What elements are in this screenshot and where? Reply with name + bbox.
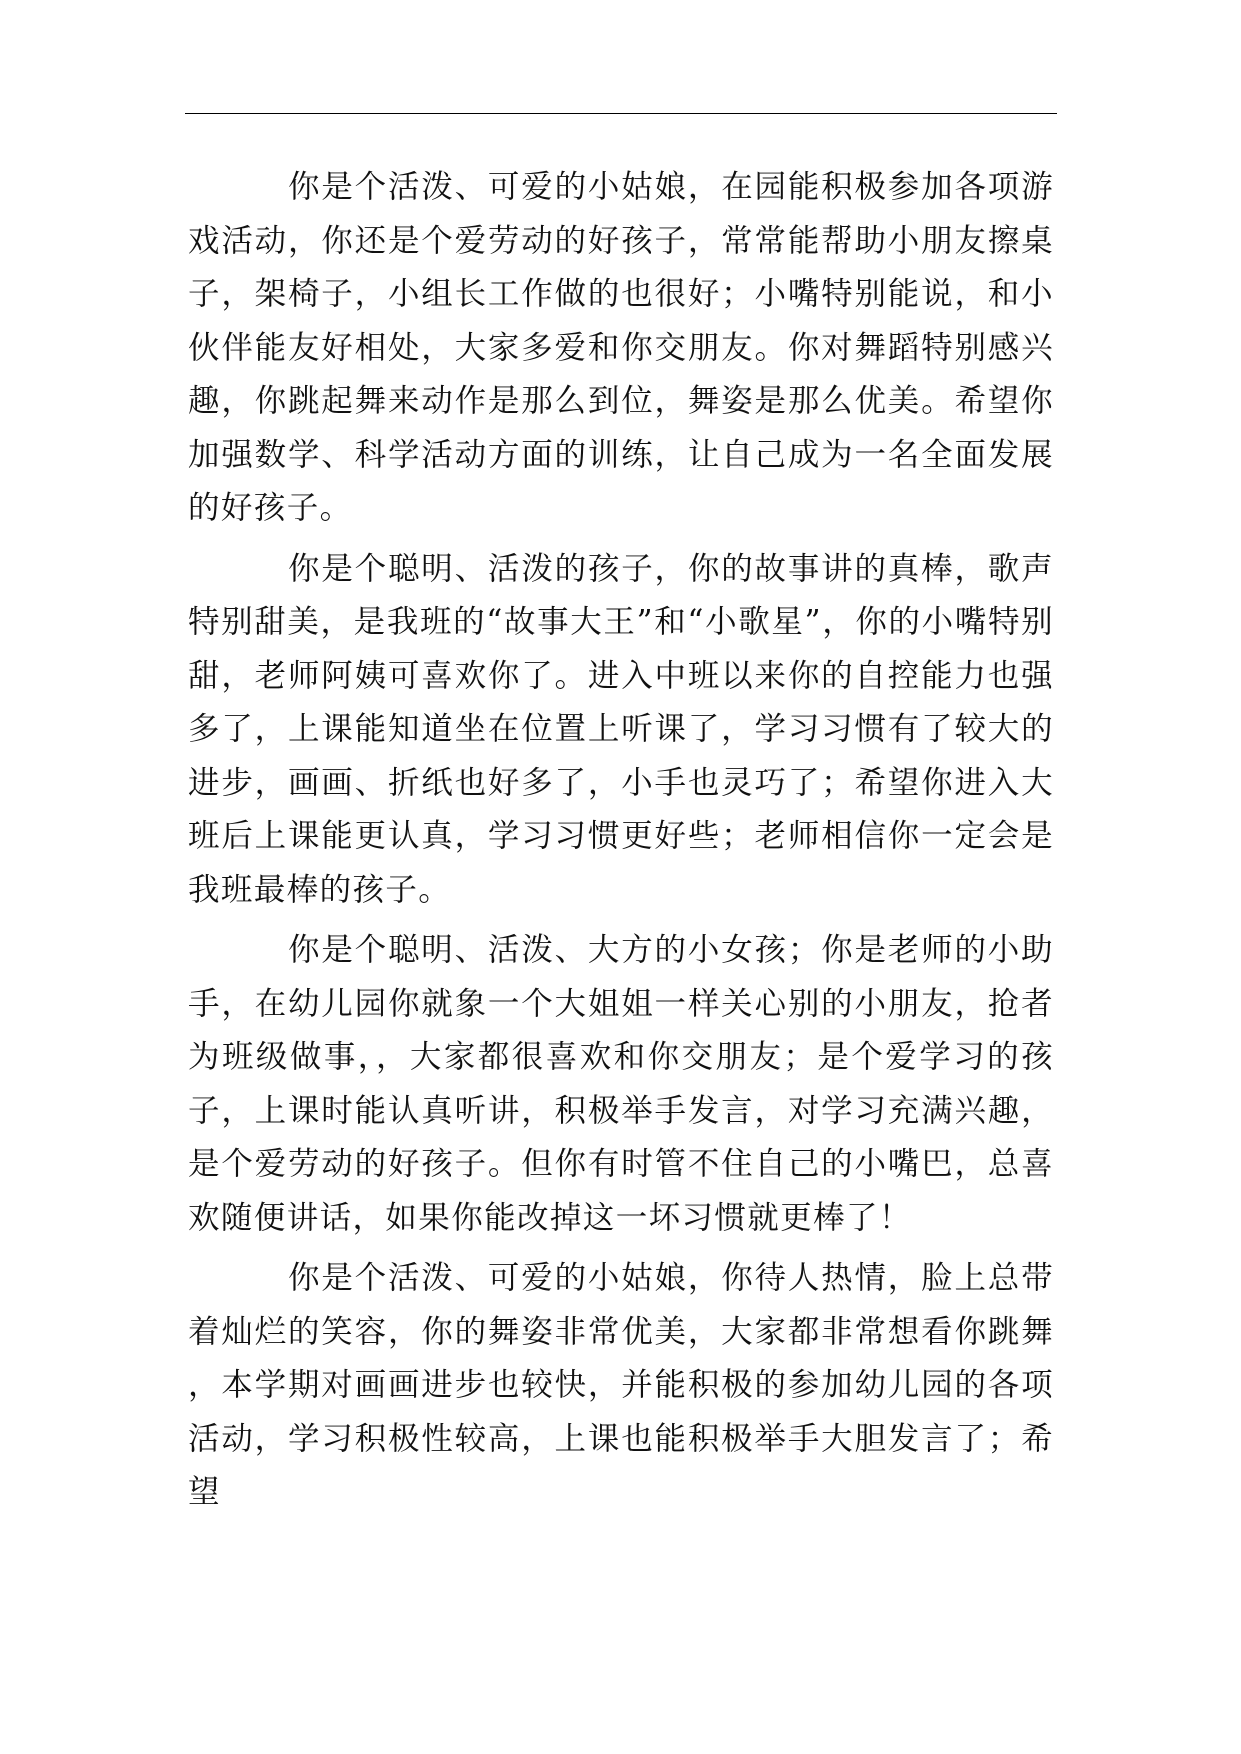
paragraph-4: 你是个活泼、可爱的小姑娘，你待人热情，脸上总带着灿烂的笑容，你的舞姿非常优美，大家都非常想看你跳舞，本学期对画画进步也较快，并能积极的参加幼儿园的各项活动，学习积极性较高，上课也能积极举手大胆发言了；希望: [188, 1260, 1054, 1510]
header-rule: [185, 113, 1057, 114]
body-text: [188, 161, 1054, 1520]
paragraph-1: 你是个活泼、可爱的小姑娘，在园能积极参加各项游戏活动，你还是个爱劳动的好孩子，常常能帮助小朋友擦桌子，架椅子，小组长工作做的也很好；小嘴特别能说，和小伙伴能友好相处，大家多爱和你交朋友。你对舞蹈特别感兴趣，你跳起舞来动作是那么到位，舞姿是那么优美。希望你加强数学、科学活动方面的训练，让自己成为一名全面发展的好孩子。: [188, 169, 1054, 526]
paragraph-3: 你是个聪明、活泼、大方的小女孩；你是老师的小助手，在幼儿园你就象一个大姐姐一样关心别的小朋友，抢者为班级做事，，大家都很喜欢和你交朋友；是个爱学习的孩子，上课时能认真听讲，积极举手发言，对学习充满兴趣，是个爱劳动的好孩子。但你有时管不住自己的小嘴巴，总喜欢随便讲话，如果你能改掉这一坏习惯就更棒了！: [188, 932, 1054, 1236]
paragraph-2: 你是个聪明、活泼的孩子，你的故事讲的真棒，歌声特别甜美，是我班的“故事大王”和“小歌星”，你的小嘴特别甜，老师阿姨可喜欢你了。进入中班以来你的自控能力也强多了，上课能知道坐在位置上听课了，学习习惯有了较大的进步，画画、折纸也好多了，小手也灵巧了；希望你进入大班后上课能更认真，学习习惯更好些；老师相信你一定会是我班最棒的孩子。: [188, 550, 1054, 908]
